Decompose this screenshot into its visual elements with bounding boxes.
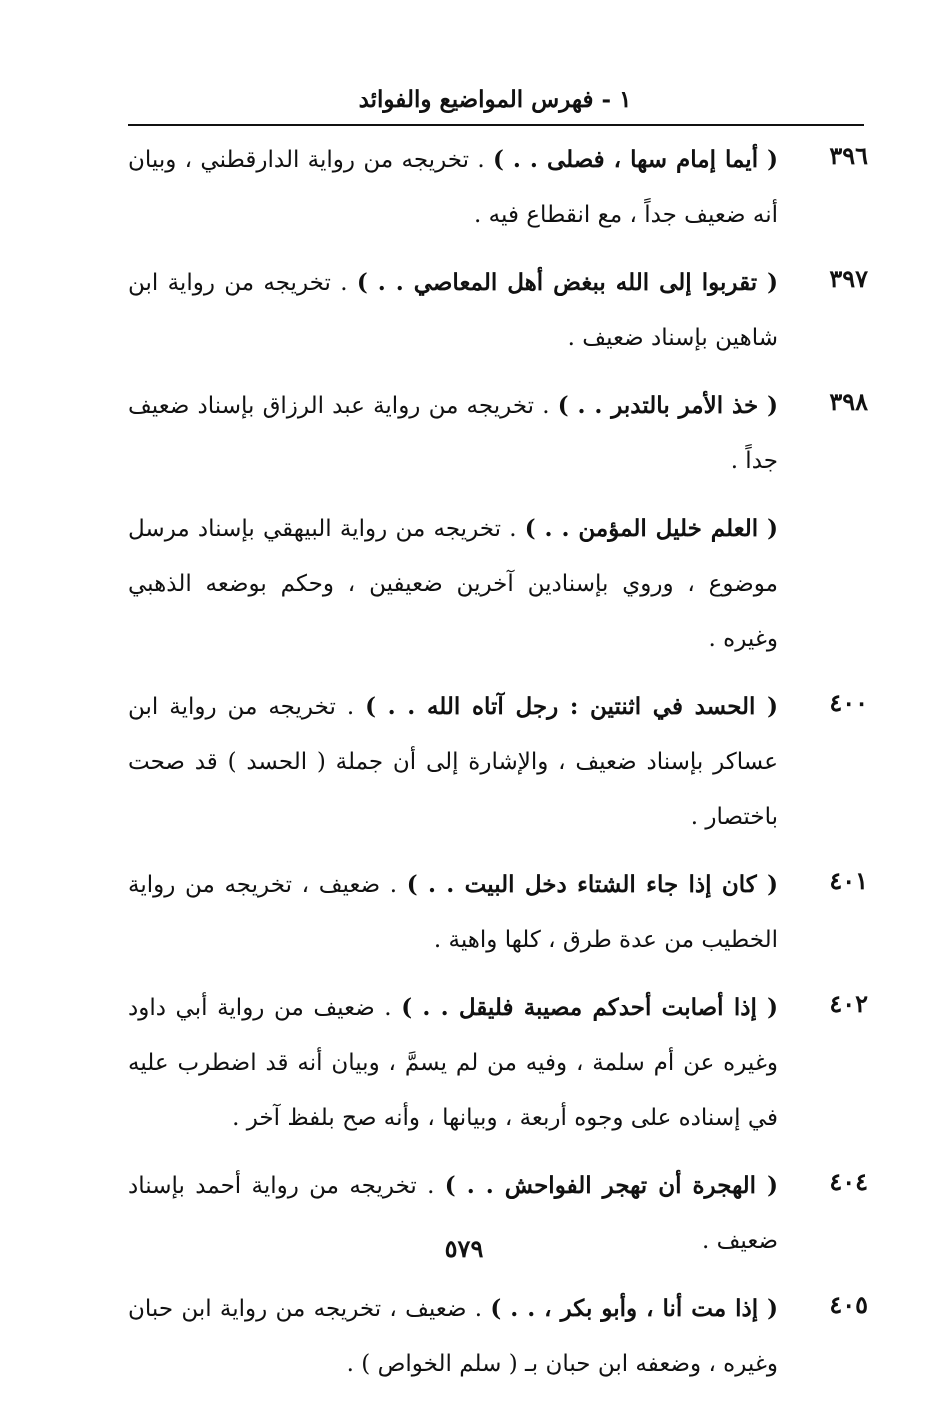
entry-note: . تخريجه من رواية أحمد بإسناد ضعيف . [128,1173,778,1254]
header-divider [128,124,864,126]
entry-text [128,132,778,243]
entry-number: ٤٠٥ [829,1290,868,1319]
entry-number: ٤٠٠ [829,688,868,717]
entry-text [128,501,778,667]
entry-number: ٣٩٧ [829,264,868,293]
index-entry [128,255,868,366]
hadith-quote: ( خذ الأمر بالتدبر . . ) [557,392,778,419]
entry-note: . تخريجه من رواية ابن عساكر بإسناد ضعيف ، والإشارة إلى أن جملة ( الحسد ) قد صحت باختصار . [128,694,778,830]
entry-note: . تخريجه من رواية عبد الرزاق بإسناد ضعيف جداً . [128,393,778,474]
index-entry [128,980,868,1146]
index-entry [128,679,868,845]
index-entries [128,132,868,1404]
hadith-quote: ( إذا أصابت أحدكم مصيبة فليقل . . ) [401,994,778,1021]
index-entry [128,132,868,243]
hadith-quote: ( كان إذا جاء الشتاء دخل البيت . . ) [406,871,778,898]
entry-number: ٣٩٦ [829,141,868,170]
entry-text [128,980,778,1146]
entry-text [128,679,778,845]
running-header: ١ - فهرس المواضيع والفوائد [358,86,632,113]
hadith-quote: ( الهجرة أن تهجر الفواحش . . ) [444,1172,778,1199]
entry-number: ٤٠٤ [829,1167,868,1196]
entry-text [128,1281,778,1392]
entry-note: . ضعيف من رواية أبي داود وغيره عن أم سلمة ، وفيه من لم يسمَّ ، وبيان أنه قد اضطرب عليه في إسناده على وجوه أربعة ، وبيانها ، وأنه صح بلفظ آخر . [128,995,778,1131]
hadith-quote: ( أيما إمام سها ، فصلى . . ) [492,146,779,173]
entry-number: ٤٠٢ [829,989,868,1018]
hadith-quote: ( العلم خليل المؤمن . . ) [524,515,778,542]
index-entry [128,501,868,667]
index-entry [128,1281,868,1392]
entry-note: . ضعيف ، تخريجه من رواية الخطيب من عدة طرق ، كلها واهية . [128,872,778,953]
entry-note: . تخريجه من رواية ابن شاهين بإسناد ضعيف . [128,270,778,351]
entry-note: . تخريجه من رواية البيهقي بإسناد مرسل موضوع ، وروي بإسنادين آخرين ضعيفين ، وحكم بوضعه الذهبي وغيره . [128,516,778,652]
entry-text [128,378,778,489]
entry-note: . تخريجه من رواية الدارقطني ، وبيان أنه ضعيف جداً ، مع انقطاع فيه . [128,147,778,228]
entry-number: ٣٩٨ [829,387,868,416]
hadith-quote: ( إذا مت أنا ، وأبو بكر ، . . ) [490,1295,779,1322]
page-number: ٥٧٩ [444,1234,484,1263]
hadith-quote: ( الحسد في اثنتين : رجل آتاه الله . . ) [365,693,778,720]
entry-text [128,857,778,968]
entry-note: . ضعيف ، تخريجه من رواية ابن حبان وغيره ، وضعفه ابن حبان بـ ( سلم الخواص ) . [128,1296,778,1377]
index-entry [128,378,868,489]
entry-number: ٤٠١ [829,866,868,895]
index-entry [128,857,868,968]
entry-text [128,255,778,366]
hadith-quote: ( تقربوا إلى الله ببغض أهل المعاصي . . ) [356,269,778,296]
